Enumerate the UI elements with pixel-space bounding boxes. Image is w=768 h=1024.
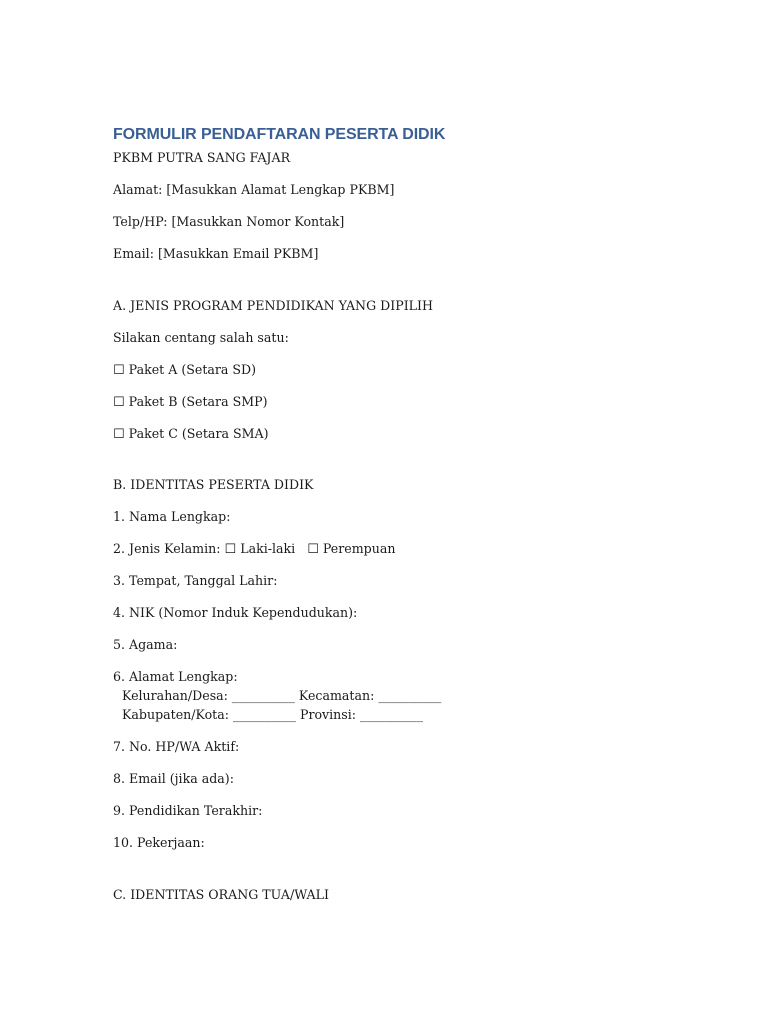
field-alamat-lengkap: 6. Alamat Lengkap: [113, 669, 238, 684]
form-title: FORMULIR PENDAFTARAN PESERTA DIDIK [113, 126, 446, 143]
field-pekerjaan: 10. Pekerjaan: [113, 835, 205, 850]
checkbox-icon[interactable]: ☐ [113, 427, 125, 442]
checkbox-icon[interactable]: ☐ [113, 395, 125, 410]
field-jenis-kelamin [113, 541, 395, 558]
section-a-heading: A. JENIS PROGRAM PENDIDIKAN YANG DIPILIH [113, 298, 433, 313]
field-email: 8. Email (jika ada): [113, 771, 234, 786]
section-c-heading: C. IDENTITAS ORANG TUA/WALI [113, 887, 329, 902]
field-no-hp: 7. No. HP/WA Aktif: [113, 739, 240, 754]
program-option-paket-b[interactable] [113, 394, 268, 411]
institution-address: Alamat: [Masukkan Alamat Lengkap PKBM] [113, 182, 395, 197]
program-option-paket-a[interactable] [113, 362, 256, 379]
field-nama-lengkap: 1. Nama Lengkap: [113, 509, 231, 524]
field-alamat-line-2: Kabupaten/Kota: __________ Provinsi: __________ [122, 707, 424, 722]
field-tempat-tanggal-lahir: 3. Tempat, Tanggal Lahir: [113, 573, 278, 588]
field-label: 2. Jenis Kelamin: [113, 541, 221, 556]
section-a-instruction: Silakan centang salah satu: [113, 330, 289, 345]
field-agama: 5. Agama: [113, 637, 178, 652]
institution-name: PKBM PUTRA SANG FAJAR [113, 150, 291, 165]
gender-option-female: Perempuan [322, 541, 396, 556]
field-alamat-line-1: Kelurahan/Desa: __________ Kecamatan: __________ [122, 688, 442, 703]
checkbox-icon[interactable]: ☐ [224, 542, 237, 557]
checkbox-icon[interactable]: ☐ [113, 363, 125, 378]
gender-option-male: Laki-laki [240, 541, 296, 556]
institution-phone: Telp/HP: [Masukkan Nomor Kontak] [113, 214, 345, 229]
field-pendidikan-terakhir: 9. Pendidikan Terakhir: [113, 803, 263, 818]
checkbox-icon[interactable]: ☐ [307, 542, 319, 557]
option-label: Paket C (Setara SMA) [128, 426, 269, 441]
institution-email: Email: [Masukkan Email PKBM] [113, 246, 319, 261]
option-label: Paket B (Setara SMP) [128, 394, 268, 409]
section-b-heading: B. IDENTITAS PESERTA DIDIK [113, 477, 314, 492]
program-option-paket-c[interactable] [113, 426, 269, 443]
field-nik: 4. NIK (Nomor Induk Kependudukan): [113, 605, 358, 620]
option-label: Paket A (Setara SD) [128, 362, 257, 377]
